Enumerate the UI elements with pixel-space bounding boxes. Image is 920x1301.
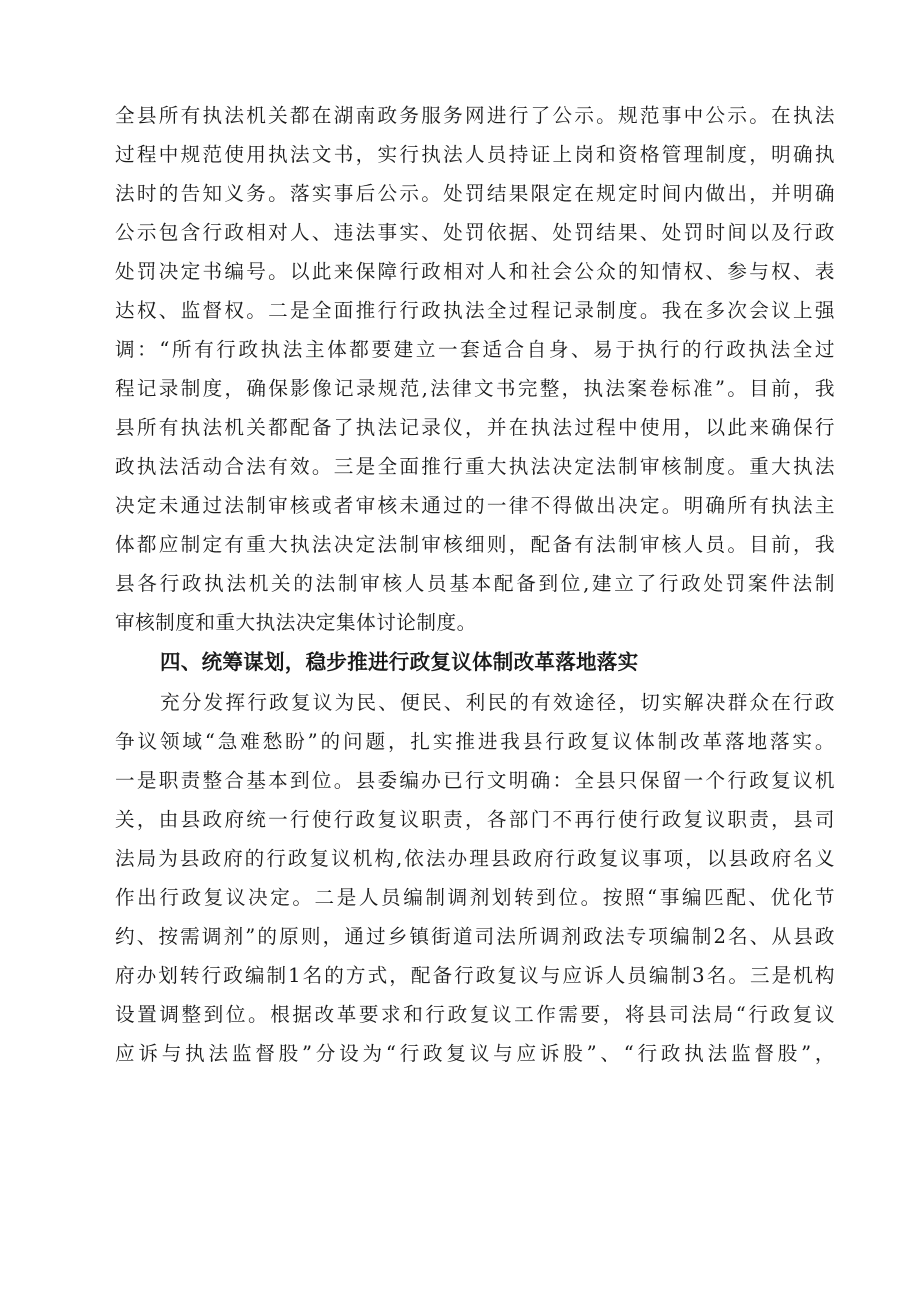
paragraph-first-line: 充分发挥行政复议为民、便民、利民的有效途径，切实解决群众在行政 — [160, 691, 835, 714]
paragraph-line: 政执法活动合法有效。三是全面推行重大执法决定法制审核制度。重大执法 — [115, 455, 835, 478]
paragraph-line: 设置调整到位。根据改革要求和行政复议工作需要，将县司法局“行政复议 — [115, 1003, 835, 1026]
paragraph-line: 决定未通过法制审核或者审核未通过的一律不得做出决定。明确所有执法主 — [115, 494, 835, 517]
paragraph-line: 县所有执法机关都配备了执法记录仪，并在执法过程中使用，以此来确保行 — [115, 416, 835, 439]
paragraph-line: 程记录制度，确保影像记录规范,法律文书完整，执法案卷标准”。目前，我 — [115, 377, 835, 400]
paragraph-line: 县各行政执法机关的法制审核人员基本配备到位,建立了行政处罚案件法制 — [115, 572, 835, 595]
paragraph-last-line: 审核制度和重大执法决定集体讨论制度。 — [115, 611, 477, 634]
document-body — [115, 96, 835, 1073]
paragraph-line: 作出行政复议决定。二是人员编制调剂划转到位。按照“事编匹配、优化节 — [115, 886, 835, 909]
paragraph-line: 过程中规范使用执法文书，实行执法人员持证上岗和资格管理制度，明确执 — [115, 143, 835, 166]
paragraph-line: 处罚决定书编号。以此来保障行政相对人和社会公众的知情权、参与权、表 — [115, 260, 835, 283]
paragraph-line: 争议领域“急难愁盼”的问题，扎实推进我县行政复议体制改革落地落实。 — [115, 730, 835, 753]
paragraph-line: 一是职责整合基本到位。县委编办已行文明确：全县只保留一个行政复议机 — [115, 769, 835, 792]
paragraph-line: 公示包含行政相对人、违法事实、处罚依据、处罚结果、处罚时间以及行政 — [115, 221, 835, 244]
paragraph-line: 调：“所有行政执法主体都要建立一套适合自身、易于执行的行政执法全过 — [115, 338, 835, 361]
paragraph-line: 法时的告知义务。落实事后公示。处罚结果限定在规定时间内做出，并明确 — [115, 182, 835, 205]
paragraph-line: 应诉与执法监督股”分设为“行政复议与应诉股”、“行政执法监督股”， — [115, 1042, 835, 1065]
paragraph-line: 法局为县政府的行政复议机构,依法办理县政府行政复议事项，以县政府名义 — [115, 847, 835, 870]
paragraph-line: 全县所有执法机关都在湖南政务服务网进行了公示。规范事中公示。在执法 — [115, 104, 835, 127]
section-heading: 四、统筹谋划，稳步推进行政复议体制改革落地落实 — [160, 650, 639, 674]
paragraph-line: 体都应制定有重大执法决定法制审核细则，配备有法制审核人员。目前，我 — [115, 533, 835, 556]
paragraph-line: 约、按需调剂”的原则，通过乡镇街道司法所调剂政法专项编制2名、从县政 — [115, 925, 835, 948]
paragraph-line: 关，由县政府统一行使行政复议职责，各部门不再行使行政复议职责，县司 — [115, 808, 835, 831]
paragraph-line: 府办划转行政编制1名的方式，配备行政复议与应诉人员编制3名。三是机构 — [115, 964, 835, 987]
paragraph-line: 达权、监督权。二是全面推行行政执法全过程记录制度。我在多次会议上强 — [115, 299, 835, 322]
